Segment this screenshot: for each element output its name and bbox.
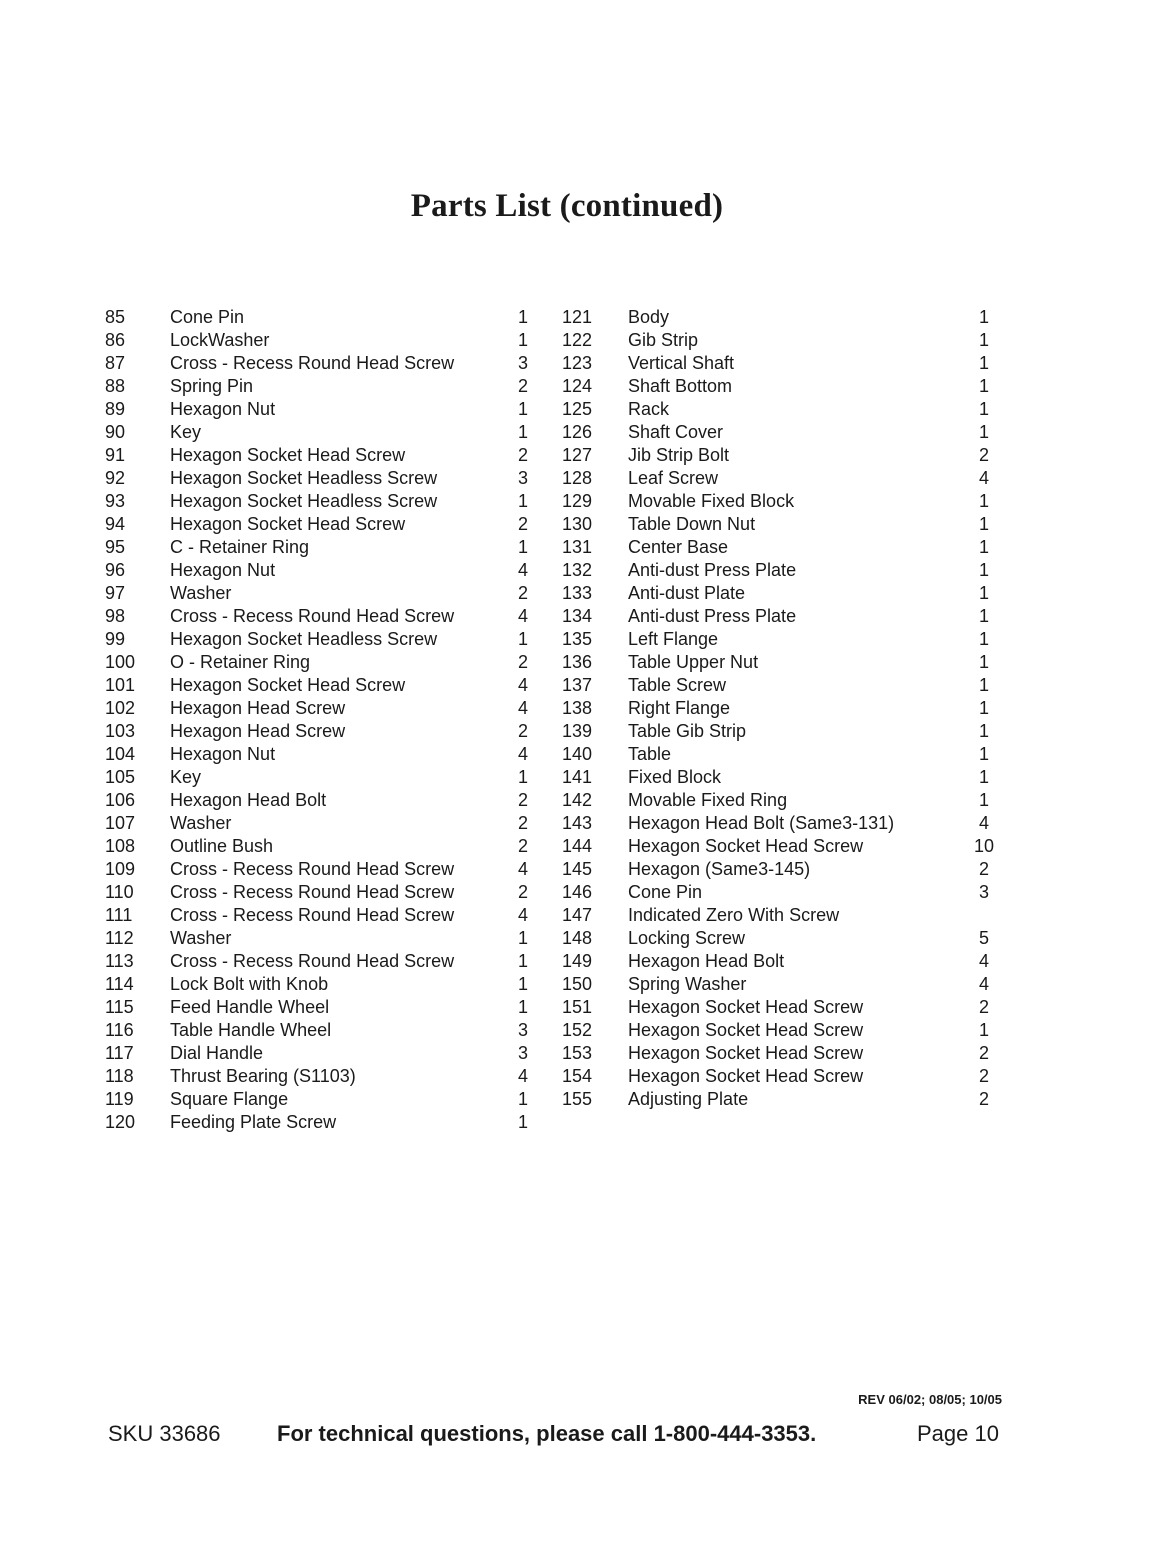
- part-description: Table Upper Nut: [628, 652, 759, 672]
- part-quantity: 3: [517, 1020, 528, 1040]
- part-number: 113: [105, 951, 134, 971]
- part-number: 93: [105, 491, 126, 511]
- part-number: 118: [105, 1066, 134, 1086]
- part-number: 95: [105, 537, 126, 557]
- parts-row: [105, 904, 535, 927]
- part-description: Anti-dust Plate: [628, 583, 746, 603]
- part-quantity: 3: [517, 353, 528, 373]
- parts-row: [562, 421, 1002, 444]
- part-number: 147: [562, 905, 593, 925]
- parts-row: [562, 720, 1002, 743]
- part-quantity: 1: [978, 353, 989, 373]
- parts-row: [562, 1042, 1002, 1065]
- parts-row: [105, 444, 535, 467]
- part-description: Hexagon Nut: [170, 560, 276, 580]
- parts-row: [105, 582, 535, 605]
- part-description: Anti-dust Press Plate: [628, 560, 797, 580]
- parts-row: [562, 1088, 1002, 1111]
- part-quantity: 2: [517, 813, 528, 833]
- part-quantity: 4: [517, 744, 528, 764]
- part-number: 139: [562, 721, 593, 741]
- parts-row: [105, 1065, 535, 1088]
- parts-row: [105, 697, 535, 720]
- part-quantity: 1: [517, 1089, 528, 1109]
- part-description: Table Down Nut: [628, 514, 756, 534]
- part-description: Hexagon Socket Head Screw: [628, 1043, 864, 1063]
- part-description: Hexagon Socket Head Screw: [170, 445, 406, 465]
- parts-row: [105, 927, 535, 950]
- part-quantity: 1: [517, 951, 528, 971]
- part-quantity: 1: [517, 629, 528, 649]
- parts-row: [562, 513, 1002, 536]
- parts-row: [105, 973, 535, 996]
- parts-row: [105, 628, 535, 651]
- part-description: Table Screw: [628, 675, 727, 695]
- parts-row: [562, 743, 1002, 766]
- parts-row: [105, 674, 535, 697]
- part-description: Cross - Recess Round Head Screw: [170, 882, 455, 902]
- part-quantity: 4: [978, 468, 989, 488]
- part-number: 94: [105, 514, 126, 534]
- part-quantity: 1: [517, 330, 528, 350]
- parts-row: [562, 559, 1002, 582]
- parts-row: [105, 950, 535, 973]
- part-number: 134: [562, 606, 593, 626]
- part-quantity: 1: [978, 537, 989, 557]
- part-description: Rack: [628, 399, 670, 419]
- part-quantity: 1: [978, 376, 989, 396]
- part-description: Spring Pin: [170, 376, 254, 396]
- part-quantity: 1: [978, 629, 989, 649]
- part-quantity: 3: [978, 882, 989, 902]
- part-description: Hexagon Head Screw: [170, 721, 346, 741]
- part-number: 123: [562, 353, 593, 373]
- parts-row: [562, 536, 1002, 559]
- part-description: Fixed Block: [628, 767, 722, 787]
- part-number: 125: [562, 399, 593, 419]
- part-quantity: 4: [978, 813, 989, 833]
- page-number: Page 10: [917, 1421, 999, 1446]
- part-quantity: 1: [517, 997, 528, 1017]
- part-quantity: 2: [517, 445, 528, 465]
- parts-row: [105, 490, 535, 513]
- part-description: Hexagon Head Bolt: [170, 790, 327, 810]
- parts-row: [562, 927, 1002, 950]
- part-description: Key: [170, 767, 202, 787]
- part-quantity: 10: [974, 836, 995, 856]
- part-number: 114: [105, 974, 134, 994]
- part-description: Right Flange: [628, 698, 731, 718]
- part-number: 141: [562, 767, 593, 787]
- parts-row: [562, 835, 1002, 858]
- part-number: 129: [562, 491, 593, 511]
- part-description: Dial Handle: [170, 1043, 264, 1063]
- part-quantity: 2: [978, 445, 989, 465]
- part-description: Body: [628, 307, 670, 327]
- part-description: Thrust Bearing (S1103): [170, 1066, 356, 1086]
- parts-row: [105, 858, 535, 881]
- part-description: Hexagon Socket Head Screw: [628, 1020, 864, 1040]
- part-quantity: 4: [517, 905, 528, 925]
- part-quantity: 1: [517, 537, 528, 557]
- part-description: Washer: [170, 813, 232, 833]
- part-quantity: 1: [978, 744, 989, 764]
- part-description: Hexagon Socket Head Screw: [628, 997, 864, 1017]
- part-description: Hexagon Head Bolt (Same3-131): [628, 813, 895, 833]
- part-quantity: 1: [978, 514, 989, 534]
- parts-list-left-column: [105, 306, 535, 1134]
- part-description: Cross - Recess Round Head Screw: [170, 606, 455, 626]
- part-quantity: 1: [517, 307, 528, 327]
- part-number: 122: [562, 330, 593, 350]
- part-quantity: 2: [978, 1089, 989, 1109]
- part-number: 121: [562, 307, 593, 327]
- part-description: Hexagon Socket Headless Screw: [170, 491, 438, 511]
- parts-row: [562, 582, 1002, 605]
- part-quantity: 2: [517, 721, 528, 741]
- part-quantity: 1: [978, 675, 989, 695]
- part-number: 86: [105, 330, 126, 350]
- part-quantity: 1: [517, 974, 528, 994]
- part-quantity: 5: [978, 928, 989, 948]
- parts-row: [105, 559, 535, 582]
- part-description: Spring Washer: [628, 974, 747, 994]
- parts-row: [562, 766, 1002, 789]
- parts-row: [105, 605, 535, 628]
- part-description: Hexagon Socket Headless Screw: [170, 468, 438, 488]
- parts-row: [105, 375, 535, 398]
- part-number: 101: [105, 675, 136, 695]
- parts-row: [105, 513, 535, 536]
- parts-row: [105, 812, 535, 835]
- parts-row: [562, 904, 1002, 927]
- part-description: Jib Strip Bolt: [628, 445, 730, 465]
- part-description: Hexagon Socket Head Screw: [628, 836, 864, 856]
- part-description: Feed Handle Wheel: [170, 997, 330, 1017]
- part-description: Leaf Screw: [628, 468, 719, 488]
- part-description: Locking Screw: [628, 928, 746, 948]
- part-number: 100: [105, 652, 136, 672]
- part-number: 91: [105, 445, 126, 465]
- part-description: Hexagon Head Bolt: [628, 951, 785, 971]
- part-description: Table Handle Wheel: [170, 1020, 332, 1040]
- part-number: 137: [562, 675, 593, 695]
- part-number: 151: [562, 997, 593, 1017]
- part-description: Movable Fixed Ring: [628, 790, 788, 810]
- parts-row: [562, 306, 1002, 329]
- parts-row: [562, 490, 1002, 513]
- part-description: Shaft Bottom: [628, 376, 733, 396]
- part-description: C - Retainer Ring: [170, 537, 310, 557]
- part-quantity: 1: [517, 1112, 528, 1132]
- parts-row: [562, 1065, 1002, 1088]
- part-number: 135: [562, 629, 593, 649]
- part-number: 97: [105, 583, 126, 603]
- part-number: 143: [562, 813, 593, 833]
- part-quantity: 2: [978, 1066, 989, 1086]
- part-number: 90: [105, 422, 126, 442]
- parts-row: [105, 1042, 535, 1065]
- part-quantity: 3: [517, 468, 528, 488]
- parts-list-right-column: [562, 306, 1002, 1111]
- part-number: 154: [562, 1066, 593, 1086]
- part-number: 152: [562, 1020, 593, 1040]
- part-description: Cross - Recess Round Head Screw: [170, 859, 455, 879]
- revision-note: REV 06/02; 08/05; 10/05: [858, 1392, 1002, 1407]
- parts-row: [562, 950, 1002, 973]
- part-number: 107: [105, 813, 136, 833]
- part-number: 111: [105, 905, 133, 925]
- part-number: 124: [562, 376, 593, 396]
- part-number: 115: [105, 997, 134, 1017]
- parts-row: [105, 743, 535, 766]
- part-quantity: 2: [517, 514, 528, 534]
- part-number: 142: [562, 790, 593, 810]
- parts-row: [105, 1019, 535, 1042]
- part-quantity: 1: [978, 330, 989, 350]
- part-description: LockWasher: [170, 330, 270, 350]
- part-quantity: 1: [978, 790, 989, 810]
- part-number: 148: [562, 928, 593, 948]
- part-description: Hexagon Socket Head Screw: [628, 1066, 864, 1086]
- part-quantity: 1: [978, 606, 989, 626]
- parts-row: [105, 766, 535, 789]
- part-number: 103: [105, 721, 136, 741]
- part-description: Shaft Cover: [628, 422, 724, 442]
- parts-row: [105, 329, 535, 352]
- part-description: Hexagon Socket Headless Screw: [170, 629, 438, 649]
- part-quantity: 1: [978, 698, 989, 718]
- part-number: 132: [562, 560, 593, 580]
- part-quantity: 1: [978, 1020, 989, 1040]
- part-number: 106: [105, 790, 136, 810]
- part-description: Feeding Plate Screw: [170, 1112, 337, 1132]
- part-quantity: 1: [978, 721, 989, 741]
- part-number: 85: [105, 307, 126, 327]
- part-number: 131: [562, 537, 593, 557]
- parts-row: [105, 1088, 535, 1111]
- part-description: Hexagon Socket Head Screw: [170, 675, 406, 695]
- part-quantity: 1: [978, 307, 989, 327]
- part-description: Cone Pin: [170, 307, 245, 327]
- parts-row: [562, 973, 1002, 996]
- page-title: Parts List (continued): [410, 188, 724, 224]
- part-quantity: 1: [517, 399, 528, 419]
- parts-row: [562, 352, 1002, 375]
- part-quantity: 1: [978, 652, 989, 672]
- part-number: 126: [562, 422, 593, 442]
- part-quantity: 2: [517, 836, 528, 856]
- part-quantity: 4: [517, 606, 528, 626]
- part-number: 128: [562, 468, 593, 488]
- part-number: 136: [562, 652, 593, 672]
- part-description: Washer: [170, 928, 232, 948]
- parts-row: [105, 651, 535, 674]
- part-quantity: 2: [517, 583, 528, 603]
- parts-row: [562, 812, 1002, 835]
- parts-row: [105, 352, 535, 375]
- part-quantity: 4: [978, 974, 989, 994]
- part-description: O - Retainer Ring: [170, 652, 311, 672]
- part-number: 88: [105, 376, 126, 396]
- part-description: Hexagon Nut: [170, 399, 276, 419]
- part-number: 108: [105, 836, 136, 856]
- part-description: Vertical Shaft: [628, 353, 735, 373]
- parts-row: [105, 306, 535, 329]
- parts-row: [562, 329, 1002, 352]
- part-quantity: 1: [517, 767, 528, 787]
- part-description: Hexagon (Same3-145): [628, 859, 811, 879]
- part-description: Hexagon Nut: [170, 744, 276, 764]
- part-number: 102: [105, 698, 136, 718]
- part-number: 109: [105, 859, 136, 879]
- parts-row: [562, 996, 1002, 1019]
- part-description: Table Gib Strip: [628, 721, 747, 741]
- parts-row: [105, 536, 535, 559]
- parts-row: [562, 1019, 1002, 1042]
- part-quantity: 1: [978, 560, 989, 580]
- parts-row: [562, 398, 1002, 421]
- parts-row: [562, 858, 1002, 881]
- part-quantity: 1: [517, 928, 528, 948]
- part-quantity: 2: [978, 859, 989, 879]
- part-quantity: 1: [978, 491, 989, 511]
- part-description: Left Flange: [628, 629, 719, 649]
- parts-row: [562, 375, 1002, 398]
- part-quantity: 1: [978, 583, 989, 603]
- part-number: 92: [105, 468, 126, 488]
- parts-row: [105, 1111, 535, 1134]
- part-quantity: 1: [978, 399, 989, 419]
- part-description: Outline Bush: [170, 836, 274, 856]
- parts-row: [562, 789, 1002, 812]
- part-description: Lock Bolt with Knob: [170, 974, 329, 994]
- part-number: 146: [562, 882, 593, 902]
- part-number: 149: [562, 951, 593, 971]
- part-number: 105: [105, 767, 136, 787]
- parts-row: [105, 398, 535, 421]
- parts-row: [562, 628, 1002, 651]
- part-number: 153: [562, 1043, 593, 1063]
- part-description: Gib Strip: [628, 330, 699, 350]
- part-number: 119: [105, 1089, 134, 1109]
- part-number: 155: [562, 1089, 593, 1109]
- parts-row: [105, 421, 535, 444]
- tech-support-note: For technical questions, please call 1-800-444-3353.: [277, 1421, 817, 1446]
- part-quantity: 2: [517, 652, 528, 672]
- part-quantity: 4: [517, 698, 528, 718]
- part-number: 140: [562, 744, 593, 764]
- part-number: 104: [105, 744, 136, 764]
- part-number: 117: [105, 1043, 134, 1063]
- part-number: 133: [562, 583, 593, 603]
- part-number: 130: [562, 514, 593, 534]
- part-number: 150: [562, 974, 593, 994]
- part-quantity: 1: [978, 422, 989, 442]
- part-number: 99: [105, 629, 126, 649]
- part-number: 87: [105, 353, 126, 373]
- part-description: Adjusting Plate: [628, 1089, 749, 1109]
- part-quantity: 4: [517, 675, 528, 695]
- part-number: 110: [105, 882, 134, 902]
- part-quantity: 3: [517, 1043, 528, 1063]
- parts-row: [105, 720, 535, 743]
- part-description: Hexagon Head Screw: [170, 698, 346, 718]
- part-number: 98: [105, 606, 126, 626]
- part-description: Hexagon Socket Head Screw: [170, 514, 406, 534]
- parts-row: [105, 467, 535, 490]
- sku-label: SKU 33686: [108, 1421, 221, 1446]
- part-quantity: 4: [517, 1066, 528, 1086]
- part-description: Square Flange: [170, 1089, 289, 1109]
- part-number: 127: [562, 445, 593, 465]
- part-quantity: 4: [517, 859, 528, 879]
- part-number: 112: [105, 928, 134, 948]
- parts-row: [562, 674, 1002, 697]
- part-description: Anti-dust Press Plate: [628, 606, 797, 626]
- part-description: Center Base: [628, 537, 729, 557]
- parts-row: [562, 881, 1002, 904]
- parts-row: [105, 996, 535, 1019]
- part-number: 120: [105, 1112, 136, 1132]
- part-quantity: 1: [517, 422, 528, 442]
- part-quantity: 2: [978, 1043, 989, 1063]
- parts-row: [105, 881, 535, 904]
- part-description: Movable Fixed Block: [628, 491, 795, 511]
- part-quantity: 1: [517, 491, 528, 511]
- parts-row: [562, 697, 1002, 720]
- part-quantity: 2: [978, 997, 989, 1017]
- part-description: Cross - Recess Round Head Screw: [170, 905, 455, 925]
- part-quantity: 2: [517, 790, 528, 810]
- part-description: Cross - Recess Round Head Screw: [170, 353, 455, 373]
- part-description: Cross - Recess Round Head Screw: [170, 951, 455, 971]
- parts-row: [105, 835, 535, 858]
- part-quantity: 2: [517, 882, 528, 902]
- part-quantity: 4: [978, 951, 989, 971]
- part-quantity: 2: [517, 376, 528, 396]
- parts-row: [562, 651, 1002, 674]
- part-number: 116: [105, 1020, 134, 1040]
- part-description: Indicated Zero With Screw: [628, 905, 840, 925]
- parts-row: [562, 467, 1002, 490]
- part-number: 138: [562, 698, 593, 718]
- part-quantity: 1: [978, 767, 989, 787]
- part-quantity: 4: [517, 560, 528, 580]
- parts-row: [562, 605, 1002, 628]
- parts-row: [562, 444, 1002, 467]
- parts-row: [105, 789, 535, 812]
- part-number: 96: [105, 560, 126, 580]
- part-number: 144: [562, 836, 593, 856]
- part-description: Cone Pin: [628, 882, 703, 902]
- part-description: Key: [170, 422, 202, 442]
- part-description: Table: [628, 744, 672, 764]
- part-number: 89: [105, 399, 126, 419]
- part-description: Washer: [170, 583, 232, 603]
- part-number: 145: [562, 859, 593, 879]
